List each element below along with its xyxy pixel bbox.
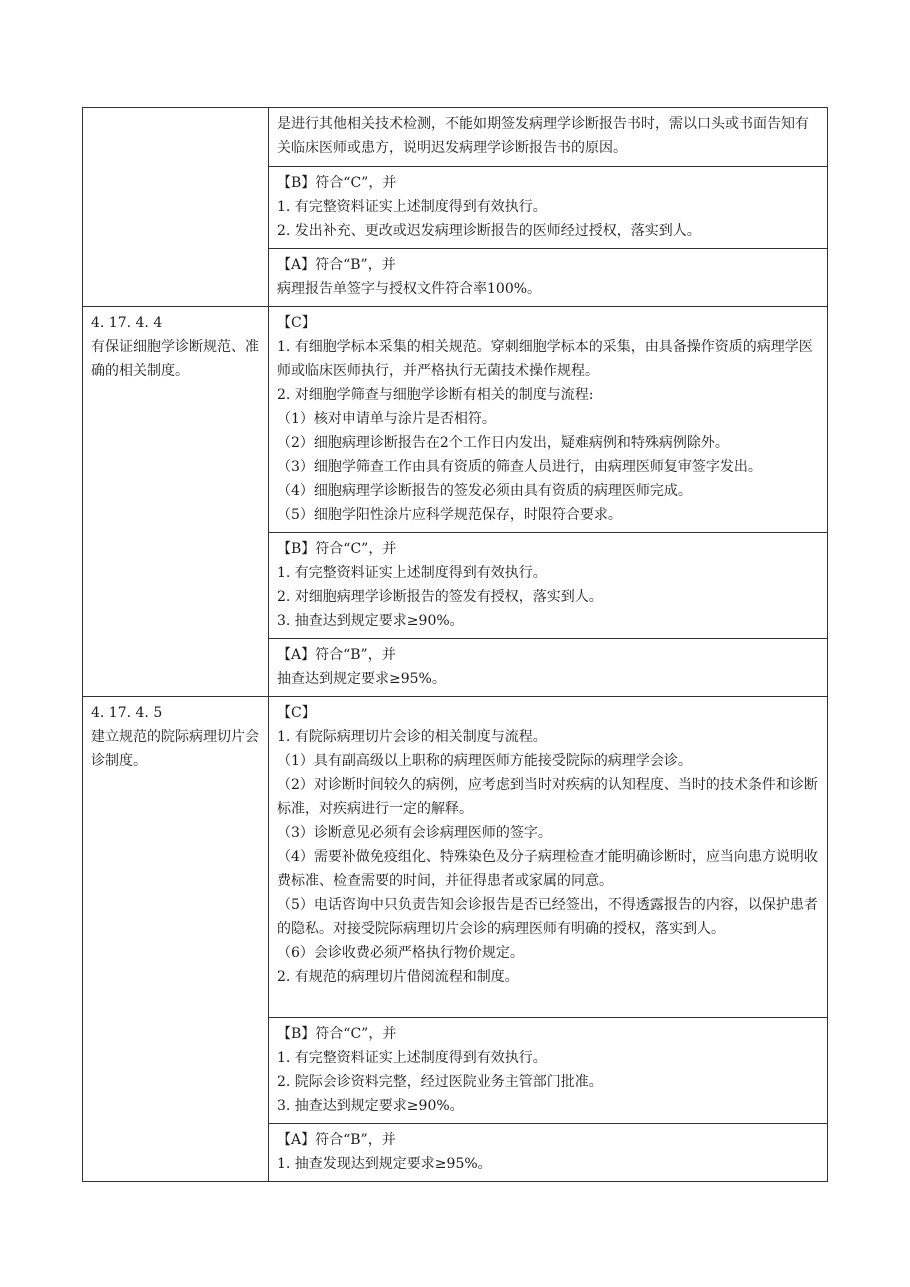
criteria-item: 抽查达到规定要求≥95%。 [277,671,446,687]
criteria-text: 是进行其他相关技术检测，不能如期签发病理学诊断报告书时，需以口头或书面告知有关临床医师或患方，说明迟发病理学诊断报告书的原因。 [277,116,809,156]
criteria-item: 3. 抽查达到规定要求≥90%。 [277,1098,464,1114]
article-cell [83,108,269,307]
criteria-item: 1. 抽查发现达到规定要求≥95%。 [277,1156,492,1172]
criteria-subitem: （4）需要补做免疫组化、特殊染色及分子病理检查才能明确诊断时，应当向患方说明收费标准、检查需要的时间，并征得患者或家属的同意。 [277,849,818,889]
criteria-subitem: （3）诊断意见必须有会诊病理医师的签字。 [277,825,552,841]
table-row [83,307,828,533]
grade-a-cell [269,249,828,307]
criteria-subitem: （6）会诊收费必须严格执行物价规定。 [277,945,524,961]
criteria-item: 病理报告单签字与授权文件符合率100%。 [277,281,542,297]
grade-heading: 【B】符合“C”，并 [277,175,397,191]
criteria-item: 1. 有完整资料证实上述制度得到有效执行。 [277,1050,547,1066]
grade-a-cell [269,639,828,697]
article-number: 4. 17. 4. 4 [91,315,163,331]
article-cell [83,697,269,1182]
article-cell [83,307,269,697]
grade-a-cell [269,1124,828,1182]
criteria-item: 2. 院际会诊资料完整，经过医院业务主管部门批准。 [277,1074,603,1090]
criteria-subitem: （3）细胞学筛查工作由具有资质的筛查人员进行，由病理医师复审签字发出。 [277,459,762,475]
grade-heading: 【B】符合“C”，并 [277,1026,397,1042]
table-row [83,697,828,1018]
grade-heading: 【A】符合“B”，并 [277,257,396,273]
grade-heading: 【A】符合“B”，并 [277,1132,396,1148]
criteria-subitem: （1）具有副高级以上职称的病理医师方能接受院际的病理学会诊。 [277,753,692,769]
grade-heading: 【A】符合“B”，并 [277,647,396,663]
grade-b-cell [269,1018,828,1124]
article-title: 有保证细胞学诊断规范、准确的相关制度。 [91,339,259,379]
criteria-subitem: （2）对诊断时间较久的病例，应考虑到当时对疾病的认知程度、当时的技术条件和诊断标准，对疾病进行一定的解释。 [277,777,818,817]
standards-table [82,107,828,1182]
criteria-subitem: （5）电话咨询中只负责告知会诊报告是否已经签出，不得透露报告的内容，以保护患者的隐私。对接受院际病理切片会诊的病理医师有明确的授权，落实到人。 [277,897,818,937]
criteria-subitem: （2）细胞病理诊断报告在2个工作日内发出，疑难病例和特殊病例除外。 [277,435,729,451]
grade-b-cell [269,533,828,639]
article-title: 建立规范的院际病理切片会诊制度。 [91,729,259,769]
grade-c-cell [269,697,828,1018]
grade-c-cell [269,307,828,533]
article-number: 4. 17. 4. 5 [91,705,163,721]
grade-heading: 【B】符合“C”，并 [277,541,397,557]
criteria-item: 1. 有完整资料证实上述制度得到有效执行。 [277,199,547,215]
criteria-item: 2. 发出补充、更改或迟发病理诊断报告的医师经过授权，落实到人。 [277,223,701,239]
criteria-item: 1. 有完整资料证实上述制度得到有效执行。 [277,565,547,581]
criteria-cell [269,108,828,167]
criteria-item: 2. 对细胞病理学诊断报告的签发有授权，落实到人。 [277,589,603,605]
criteria-subitem: （5）细胞学阳性涂片应科学规范保存，时限符合要求。 [277,507,622,523]
table-row [83,108,828,167]
grade-heading: 【C】 [277,705,316,721]
criteria-item: 2. 对细胞学筛查与细胞学诊断有相关的制度与流程: [277,387,594,403]
grade-heading: 【C】 [277,315,316,331]
criteria-item: 1. 有细胞学标本采集的相关规范。穿刺细胞学标本的采集，由具备操作资质的病理学医师或临床医师执行，并严格执行无菌技术操作规程。 [277,339,813,379]
criteria-subitem: （4）细胞病理学诊断报告的签发必须由具有资质的病理医师完成。 [277,483,692,499]
criteria-item: 2. 有规范的病理切片借阅流程和制度。 [277,969,519,985]
criteria-subitem: （1）核对申请单与涂片是否相符。 [277,411,496,427]
criteria-item: 1. 有院际病理切片会诊的相关制度与流程。 [277,729,547,745]
grade-b-cell [269,167,828,249]
criteria-item: 3. 抽查达到规定要求≥90%。 [277,613,464,629]
